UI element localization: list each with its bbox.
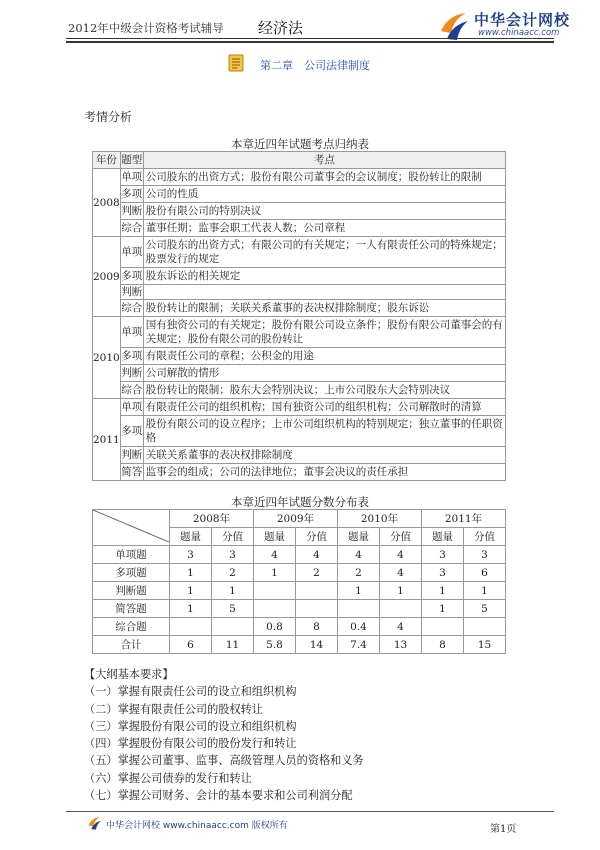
question-type-cell: 判断 [120,365,143,382]
year-cell: 2008 [93,169,121,237]
subheader-score: 分值 [296,528,338,546]
question-type-cell: 多项 [120,348,143,365]
question-type-cell: 判断 [121,286,143,298]
score-cell [464,618,506,636]
exam-point-cell: 公司的性质 [143,186,505,203]
count-cell: 6 [170,636,212,654]
score-cell: 5 [212,600,254,618]
score-cell: 3 [464,546,506,564]
question-type-cell: 单项 [120,399,143,416]
table-row [93,186,506,203]
footer-rule [66,811,554,812]
question-type-cell: 多项 [120,268,143,285]
header-rule [66,38,554,39]
table-row [93,237,506,268]
table-header-row [93,152,506,169]
count-cell: 7.4 [338,636,380,654]
count-cell: 0.4 [338,618,380,636]
subheader-count: 题量 [254,528,296,546]
table-row [93,416,506,447]
count-cell: 1 [170,582,212,600]
column-header-point: 考点 [143,152,505,169]
count-cell [170,618,212,636]
row-label-cell: 判断题 [93,582,170,600]
exam-point-cell: 国有独资公司的有关规定；股份有限公司设立条件；股份有限公司董事会的有关规定；股份有限公司的股份转让 [143,317,505,348]
row-label-cell: 综合题 [93,618,170,636]
count-cell: 1 [170,564,212,582]
outline-item: （四）掌握股份有限公司的股份发行和转让 [84,737,297,751]
score-cell: 13 [380,636,422,654]
count-cell [254,600,296,618]
exam-points-table [92,151,506,481]
exam-point-cell: 监事会的组成；公司的法律地位；董事会决议的责任承担 [143,464,505,481]
count-cell [338,600,380,618]
table-row [93,600,506,618]
table-row [93,582,506,600]
score-cell [296,582,338,600]
document-icon [228,54,244,72]
count-cell: 1 [254,564,296,582]
table2-title: 本章近四年试题分数分布表 [231,495,369,509]
count-cell: 1 [170,600,212,618]
score-cell [296,600,338,618]
question-type-cell: 多项 [120,186,143,203]
table-row [93,268,506,285]
exam-point-cell: 有限责任公司的章程；公积金的用途 [143,348,505,365]
score-cell: 2 [296,564,338,582]
column-header-year: 年份 [93,152,121,169]
score-cell: 15 [464,636,506,654]
exam-point-cell: 董事任期；监事会职工代表人数；公司章程 [143,220,505,237]
year-header: 2009年 [254,510,338,528]
page-header [0,0,600,48]
exam-point-cell: 公司股东的出资方式；股份有限公司董事会的会议制度；股份转让的限制 [143,169,505,186]
exam-point-cell: 公司股东的出资方式；有限公司的有关规定；一人有限责任公司的特殊规定；股票发行的规定 [143,237,505,268]
year-cell: 2010 [93,317,121,399]
count-cell: 3 [422,564,464,582]
count-cell: 1 [422,582,464,600]
logo-url: www.chinaacc.com [478,28,560,38]
table-row [93,546,506,564]
count-cell: 5.8 [254,636,296,654]
exam-point-cell: 股份有限公司的特别决议 [143,203,505,220]
score-cell [380,600,422,618]
page-number: 第1页 [490,824,517,835]
count-cell: 2 [338,564,380,582]
score-cell: 8 [296,618,338,636]
table-row [93,382,506,399]
exam-point-cell: 股份转让的限制；股东大会特别决议；上市公司股东大会特别决议 [143,382,505,399]
score-cell: 4 [296,546,338,564]
score-cell [212,618,254,636]
question-type-cell: 单项 [120,317,143,348]
column-header-type: 题型 [120,152,143,169]
question-type-cell: 简答 [120,464,143,481]
year-cell: 2011 [93,399,121,481]
question-type-cell: 单项 [120,169,143,186]
count-cell: 4 [254,546,296,564]
row-label-cell: 单项题 [93,546,170,564]
question-type-cell: 判断 [120,447,143,464]
diagonal-header-cell [93,510,170,546]
header-logo[interactable] [438,9,578,45]
count-cell: 3 [170,546,212,564]
outline-heading: 【大纲基本要求】 [84,668,174,681]
header-subject: 经济法 [258,19,304,37]
table-row [93,447,506,464]
table-row [93,464,506,481]
count-cell: 4 [338,546,380,564]
table-row [93,348,506,365]
table-row [93,220,506,237]
subheader-score: 分值 [464,528,506,546]
subheader-count: 题量 [422,528,464,546]
score-distribution-table [92,509,506,654]
exam-point-cell: 有限责任公司的组织机构；国有独资公司的组织机构；公司解散时的清算 [143,399,505,416]
score-cell: 1 [212,582,254,600]
table-row [93,169,506,186]
question-type-cell: 综合 [120,220,143,237]
table-header-row [93,510,506,528]
question-type-cell: 综合 [120,382,143,399]
count-cell: 3 [422,546,464,564]
outline-item: （六）掌握公司债券的发行和转让 [84,771,252,785]
table-row [93,365,506,382]
subheader-count: 题量 [338,528,380,546]
score-cell: 11 [212,636,254,654]
outline-item: （三）掌握股份有限公司的设立和组织机构 [84,719,297,733]
table-row [93,636,506,654]
subheader-score: 分值 [380,528,422,546]
outline-item: （五）掌握公司董事、监事、高级管理人员的资格和义务 [84,754,364,768]
exam-point-cell: 股东诉讼的相关规定 [143,268,505,285]
question-type-cell: 判断 [120,203,143,220]
count-cell: 8 [422,636,464,654]
question-type-cell: 综合 [120,300,143,317]
table-row [93,300,506,317]
table-row [93,399,506,416]
score-cell: 4 [380,564,422,582]
exam-point-cell: 股份有限公司的设立程序；上市公司组织机构的特别规定；独立董事的任职资格 [143,416,505,447]
table1-title: 本章近四年试题考点归纳表 [231,137,369,151]
year-header: 2008年 [170,510,254,528]
subheader-count: 题量 [170,528,212,546]
footer-logo-icon [86,815,104,831]
logo-title: 中华会计网校 [474,11,571,29]
score-cell: 2 [212,564,254,582]
question-type-cell: 单项 [120,237,143,268]
exam-point-cell: 公司解散的情形 [143,365,505,382]
exam-point-cell: 股份转让的限制；关联关系董事的表决权排除制度；股东诉讼 [143,300,505,317]
outline-requirements [84,666,364,804]
table-row [93,203,506,220]
subheader-score: 分值 [212,528,254,546]
chapter-title: 第二章 公司法律制度 [260,59,370,72]
score-cell: 4 [380,546,422,564]
count-cell [254,582,296,600]
exam-point-cell [143,285,505,300]
row-label-cell: 简答题 [93,600,170,618]
row-label-cell: 多项题 [93,564,170,582]
year-cell: 2009 [93,237,121,317]
table-row [93,317,506,348]
count-cell [422,618,464,636]
outline-item: （二）掌握有限责任公司的股权转让 [84,702,264,716]
outline-item: （七）掌握公司财务、会计的基本要求和公司利润分配 [84,789,353,803]
score-cell: 1 [464,582,506,600]
score-cell: 14 [296,636,338,654]
year-header: 2010年 [338,510,422,528]
outline-item: （一）掌握有限责任公司的设立和组织机构 [84,685,297,699]
exam-point-cell: 关联关系董事的表决权排除制度 [143,447,505,464]
footer-copyright: 中华会计网校 www.chinaacc.com 版权所有 [106,821,288,831]
score-cell: 5 [464,600,506,618]
score-cell: 3 [212,546,254,564]
count-cell: 0.8 [254,618,296,636]
table-row [93,618,506,636]
table-row [93,285,506,300]
header-rule-thick [66,41,554,43]
table-row [93,564,506,582]
header-course-title: 2012年中级会计资格考试辅导 [68,21,224,35]
row-label-cell: 合计 [93,636,170,654]
question-type-cell: 多项 [120,416,143,447]
year-header: 2011年 [422,510,506,528]
score-cell: 4 [380,618,422,636]
count-cell: 1 [422,600,464,618]
score-cell: 1 [380,582,422,600]
count-cell: 1 [338,582,380,600]
section-title: 考情分析 [84,110,133,124]
diagonal-line [93,510,169,542]
score-cell: 6 [464,564,506,582]
